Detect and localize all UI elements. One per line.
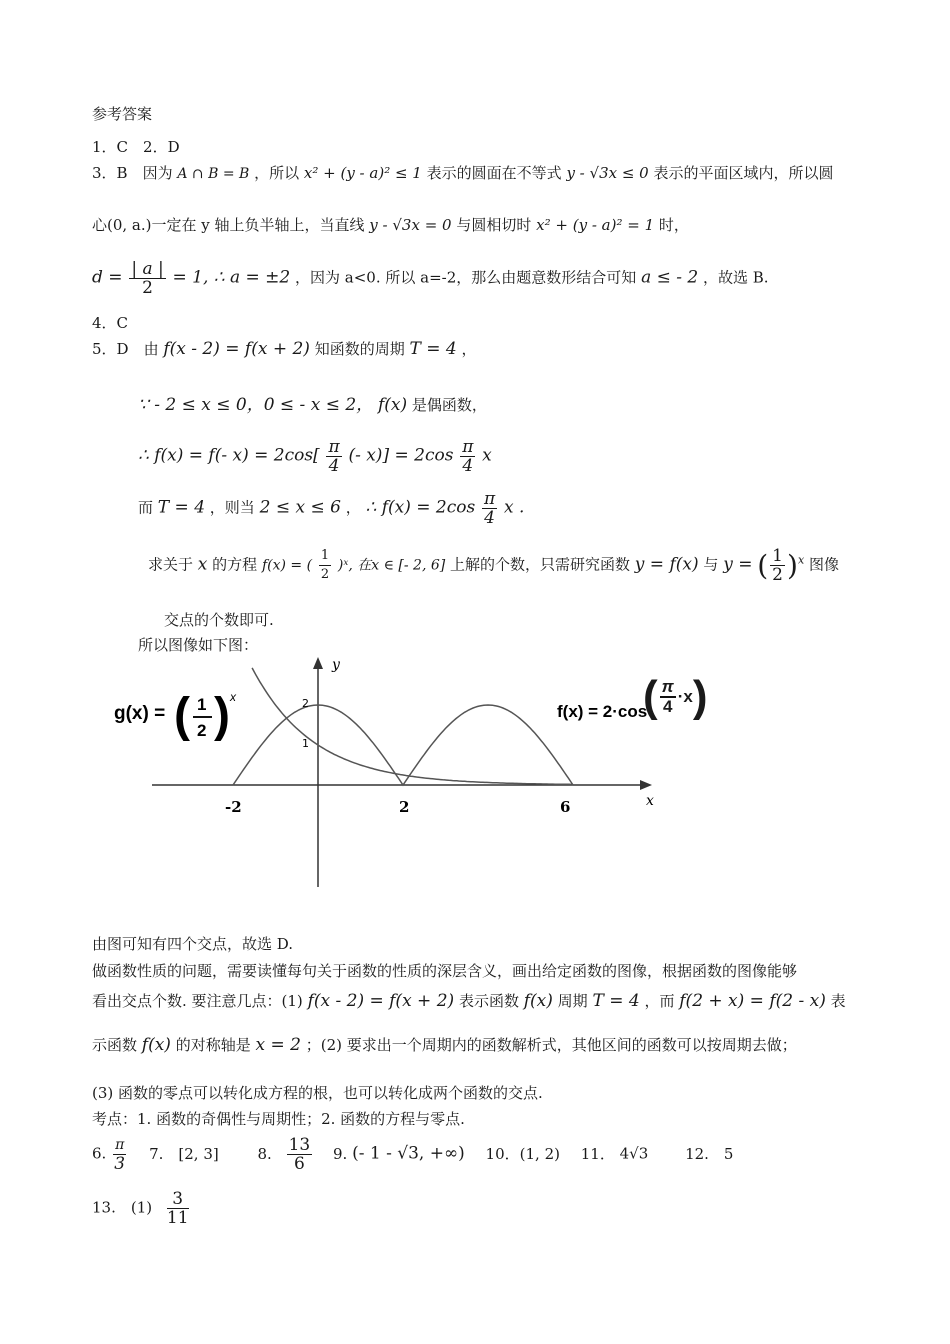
g-right-paren: ) (214, 689, 230, 742)
summary-fx-2: f(x) (141, 1035, 171, 1055)
q3-line-3 (92, 260, 769, 297)
left-paren: ( (757, 549, 769, 582)
q5-line-5 (148, 547, 839, 584)
pi-numerator-2: π (462, 437, 474, 457)
f-right-paren: ) (692, 672, 708, 721)
q5-text-when: ，则当 (209, 498, 255, 517)
x-axis-arrow (640, 780, 652, 790)
range-2-to-6: 2 ≤ x ≤ 6 (259, 497, 341, 518)
g-exponent: x (230, 690, 236, 704)
result-expression-a: ∴ f(x) = 2cos (365, 497, 476, 518)
q3-text-5: 与圆相切时 (456, 216, 532, 234)
tick-label-6: 6 (560, 798, 571, 816)
answer-8-denominator: 6 (294, 1154, 305, 1174)
q3-line-1 (92, 162, 834, 183)
four-denominator-3: 4 (484, 508, 495, 528)
answer-6-label: 6. (92, 1144, 107, 1163)
y-axis-label: y (332, 657, 340, 673)
summary-text-g: 的对称轴是 (175, 1036, 251, 1054)
q5-seek-text-c: 上解的个数，只需研究函数 (450, 555, 631, 574)
circle-equation: x² + (y - a)² = 1 (536, 216, 655, 234)
answer-8-numerator: 13 (288, 1135, 311, 1155)
answer-9-value: (- 1 - √3, +∞) (352, 1143, 465, 1164)
q5-prefix: 5．D 由 (92, 340, 159, 358)
distance-symbol: d = (92, 267, 123, 288)
q5-text-1: 知函数的周期 (314, 340, 405, 358)
pi-over-four-fraction-3 (482, 490, 497, 527)
conclusion: 由图可知有四个交点，故选 D. (92, 935, 294, 953)
tick-label-2: 2 (399, 798, 410, 816)
tick-label-neg2: -2 (225, 798, 242, 816)
q5-line-6: 交点的个数即可. (164, 611, 274, 629)
answer-9-label: 9. (333, 1144, 348, 1163)
answer-6-numerator: π (115, 1137, 125, 1153)
summary-line-1: 做函数性质的问题，需要读懂每句关于函数的性质的深层含义，画出给定函数的图像，根据函数的图像能够 (92, 962, 798, 980)
answer-8-fraction (287, 1136, 313, 1173)
summary-text-a: 看出交点个数. 要注意几点：(1) (92, 992, 303, 1010)
answer-13-denominator: 11 (166, 1208, 189, 1228)
f-label: f(x) = 2·cos (557, 702, 648, 721)
a-inequality: a ≤ - 2 (641, 267, 699, 288)
summary-line-5: 考点：1. 函数的奇偶性与周期性；2. 函数的方程与零点. (92, 1110, 465, 1128)
tangent-line-equation: y - √3x = 0 (369, 216, 452, 234)
q3-text-3: 表示的平面区域内，所以圆 (653, 164, 834, 182)
q5-seek-text-e: 图像 (808, 555, 839, 574)
four-denominator: 4 (328, 456, 340, 476)
summary-line-2 (92, 990, 846, 1011)
g-left-paren: ( (174, 689, 190, 742)
therefore-expression-c: x (482, 445, 492, 466)
circle-inequality: x² + (y - a)² ≤ 1 (303, 164, 422, 182)
g-denominator: 2 (197, 721, 207, 740)
q5-line-1 (92, 338, 477, 359)
heading: 参考答案 (92, 105, 153, 123)
pi-numerator: π (328, 437, 340, 457)
x-axis-label: x (646, 793, 654, 809)
symmetry-axis: x = 2 (255, 1035, 301, 1055)
distance-fraction (129, 260, 165, 297)
q3-text-4: 心(0, a.)一定在 y 轴上负半轴上，当直线 (92, 216, 365, 234)
g-curve (252, 668, 573, 785)
summary-text-b: 表示函数 (458, 992, 519, 1010)
even-function-text: 是偶函数， (411, 396, 487, 414)
q5-seek-text-d: 与 (703, 555, 719, 574)
result-expression-b: x . (503, 497, 525, 518)
q3-prefix: 3．B 因为 (92, 164, 173, 182)
q3-text-7: ，因为 a<0. 所以 a=-2，那么由题意数形结合可知 (295, 268, 637, 287)
pi-over-four-fraction (326, 438, 341, 475)
y-equals: y = (723, 554, 753, 575)
answer-12: 12. 5 (685, 1144, 734, 1163)
answer-11-value: 4√3 (619, 1144, 649, 1163)
answers-6-12 (92, 1136, 733, 1173)
distance-numerator: | a | (131, 259, 164, 279)
q3-text-8: ，故选 B. (703, 268, 769, 287)
half-fraction-2 (770, 547, 785, 584)
f-label-fraction (643, 672, 708, 722)
q5-seek-text-b: 的方程 (212, 555, 258, 574)
summary-symmetry-equation: f(2 + x) = f(2 - x) (679, 991, 826, 1011)
answer-13-fraction (167, 1190, 189, 1227)
y-axis-arrow (313, 657, 323, 669)
answer-7: 7. [2, 3] (149, 1144, 219, 1163)
g-numerator: 1 (197, 695, 207, 714)
summary-line-4: (3) 函数的零点可以转化成方程的根，也可以转化成两个函数的交点. (92, 1084, 543, 1102)
therefore-expression-b: (- x)] = 2cos (348, 445, 454, 466)
answer-6-fraction (113, 1136, 126, 1173)
f-left-paren: ( (643, 672, 658, 721)
distance-denominator: 2 (142, 278, 153, 298)
answer-13-numerator: 3 (167, 1190, 189, 1209)
f-denominator: 4 (662, 697, 673, 716)
q3-line-2 (92, 214, 689, 235)
answer-13-label: 13. (1) (92, 1198, 153, 1217)
exponent-x: x (797, 553, 805, 567)
y-equals-fx: y = f(x) (634, 554, 699, 575)
half-denominator: 2 (320, 567, 330, 582)
answer-11-label: 11． (580, 1144, 615, 1163)
answer-6-denominator: 3 (114, 1154, 126, 1174)
because-range: ∵ - 2 ≤ x ≤ 0，0 ≤ - x ≤ 2， (138, 395, 374, 415)
set-expression: A ∩ B = B (177, 166, 250, 182)
summary-text-h: ；(2) 要求出一个周期内的函数解析式，其他区间的函数可以按周期去做； (305, 1036, 797, 1054)
half-fraction (319, 547, 331, 584)
q5-comma: ， (461, 340, 477, 358)
period-value: T = 4 (409, 339, 457, 359)
answer-10: 10．(1, 2) (485, 1144, 560, 1163)
q3-text-6: 时， (658, 216, 689, 234)
answer-13 (92, 1190, 191, 1227)
four-denominator-2: 4 (462, 456, 474, 476)
summary-period-value: T = 4 (592, 991, 640, 1011)
summary-text-d: ，而 (644, 992, 675, 1010)
summary-period-equation: f(x - 2) = f(x + 2) (307, 991, 455, 1011)
equation-b: )ˣ, 在x ∈ [- 2, 6] (337, 557, 446, 574)
therefore-expression-a: ∴ f(x) = f(- x) = 2cos[ (138, 445, 320, 466)
q5-line-4 (138, 490, 524, 527)
pi-over-four-fraction-2 (460, 438, 475, 475)
q3-text-2: 表示的圆面在不等式 (426, 164, 562, 182)
answer-4: 4．C (92, 314, 129, 332)
right-paren: ) (787, 549, 798, 582)
half-plane-inequality: y - √3x ≤ 0 (566, 164, 649, 182)
f-numerator: π (661, 677, 674, 696)
graph-intro: 所以图像如下图： (138, 636, 259, 654)
f-tail: ·x (677, 687, 693, 706)
summary-text-c: 周期 (557, 992, 588, 1010)
q5-comma-2: ， (345, 498, 361, 517)
q5-seek-text-a: 求关于 (148, 555, 194, 574)
q5-line-2 (138, 390, 487, 415)
y-tick-label-2: 2 (302, 697, 309, 710)
answer-8-label: 8. (257, 1144, 272, 1163)
q5-line-3 (138, 438, 492, 475)
q3-text-1: ，所以 (254, 164, 300, 182)
summary-text-e: 表 (830, 992, 846, 1010)
half-numerator-2: 1 (772, 546, 783, 566)
fx-symbol: f(x) (377, 395, 408, 415)
equation-a: f(x) = ( (261, 557, 313, 574)
half-numerator: 1 (319, 547, 331, 566)
answer-1-2: 1．C 2．D (92, 138, 180, 156)
f-curve (233, 705, 573, 785)
half-denominator-2: 2 (772, 565, 783, 585)
f-fraction (660, 678, 676, 716)
q5-text-er: 而 (138, 498, 154, 517)
summary-text-f: 示函数 (92, 1036, 138, 1054)
distance-result: = 1, ∴ a = ±2 (172, 267, 291, 288)
summary-line-3 (92, 1034, 797, 1055)
period-value-2: T = 4 (157, 497, 206, 518)
y-tick-label-1: 1 (302, 737, 309, 750)
pi-numerator-3: π (484, 489, 496, 509)
period-equation: f(x - 2) = f(x + 2) (163, 339, 310, 359)
summary-fx: f(x) (523, 991, 553, 1011)
variable-x: x (197, 554, 208, 575)
g-label: g(x) = (114, 703, 166, 724)
function-graph (110, 655, 670, 895)
